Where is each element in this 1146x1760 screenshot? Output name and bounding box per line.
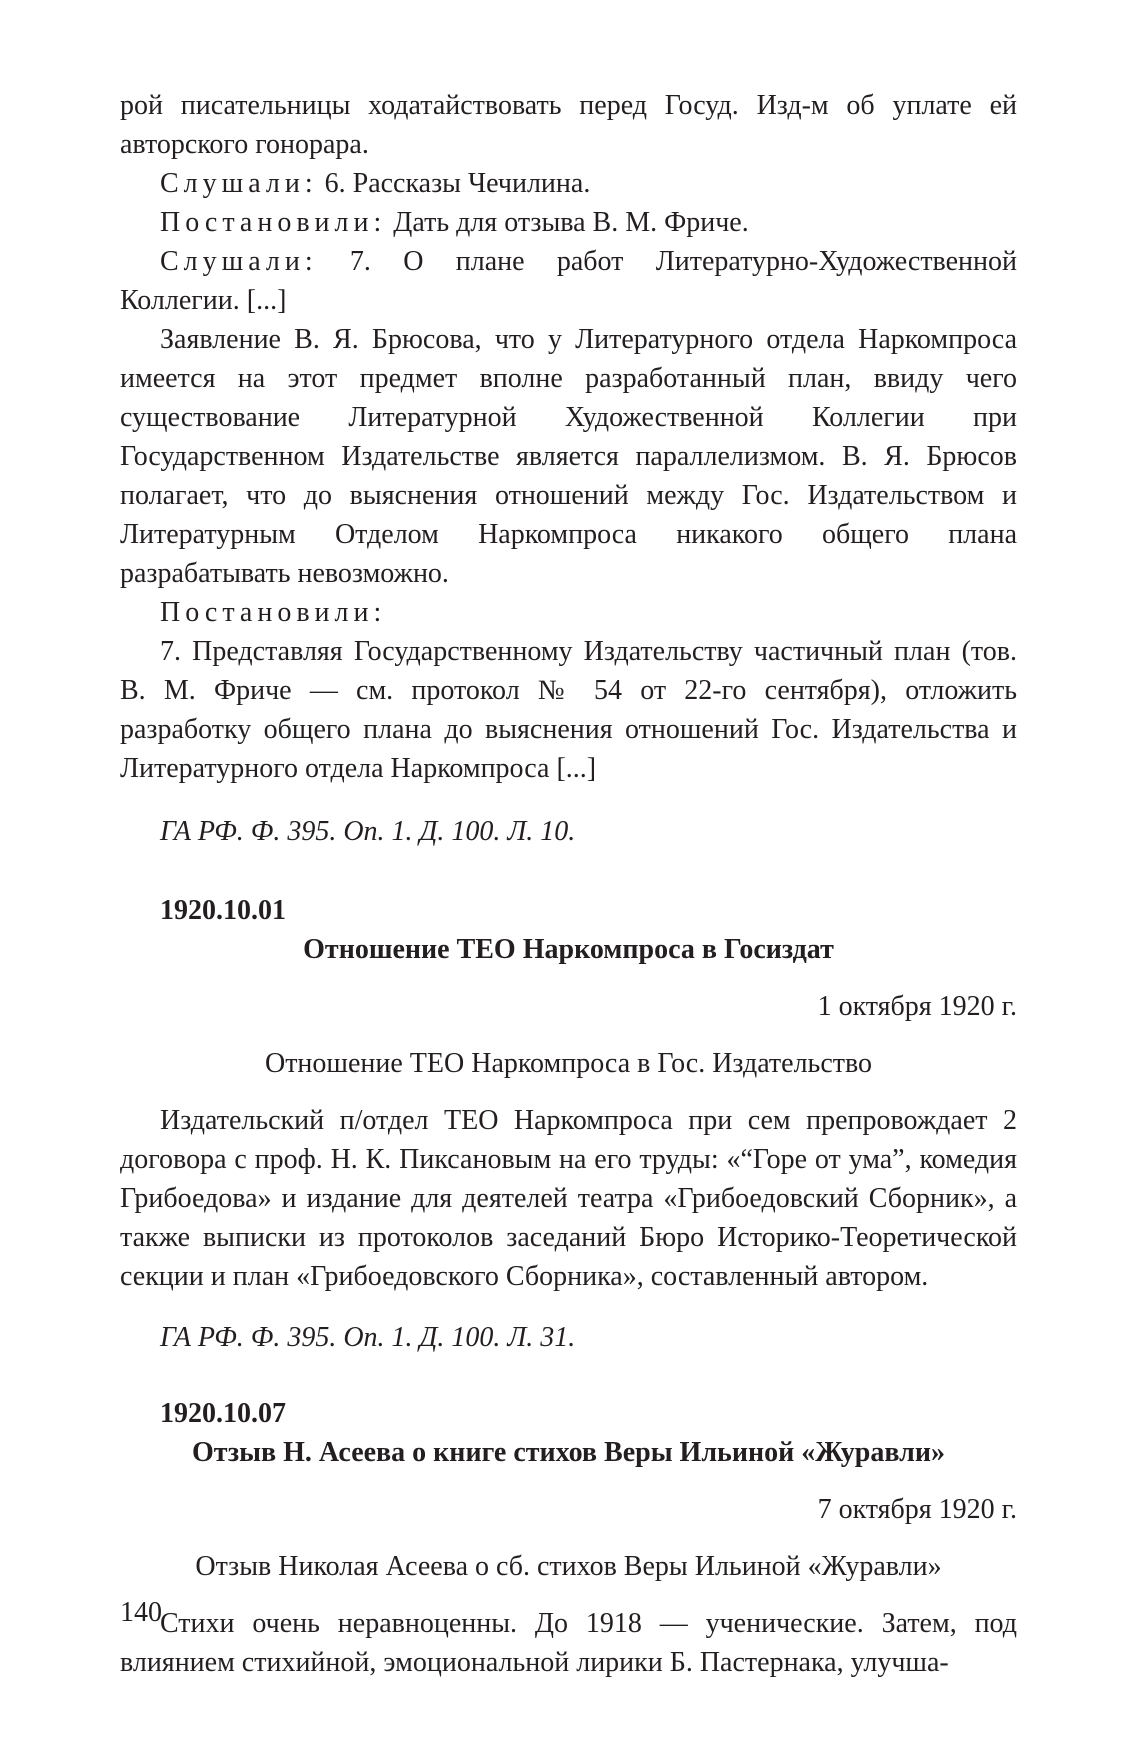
page-content bbox=[120, 86, 1017, 1682]
heard-label: Слушали: bbox=[160, 168, 318, 199]
archive-source: ГА РФ. Ф. 395. Оп. 1. Д. 100. Л. 31. bbox=[160, 1322, 576, 1353]
archive-source: ГА РФ. Ф. 395. Оп. 1. Д. 100. Л. 10. bbox=[160, 816, 576, 847]
document-date-id: 1920.10.01 bbox=[160, 895, 286, 926]
resolved-label: Постановили: bbox=[160, 207, 387, 238]
document-body: Стихи очень неравноценны. До 1918 — ученические. Затем, под влиянием стихийной, эмоциональной лирики Б. Пастернака, улучша- bbox=[120, 1608, 1017, 1678]
paragraph-continuation: рой писательницы ходатайствовать перед Госуд. Изд-м об уплате ей авторского гонорара. bbox=[120, 90, 1017, 160]
minutes-item-6: Слушали: 6. Рассказы Чечилина. bbox=[160, 168, 591, 199]
minutes-item-7: Слушали: 7. О плане работ Литературно-Художественной Коллегии. [...] bbox=[120, 246, 1017, 316]
document-title: Отзыв Н. Асеева о книге стихов Веры Ильиной «Журавли» bbox=[192, 1437, 945, 1468]
resolution-item-7-label bbox=[120, 593, 1017, 632]
document-body: Издательский п/отдел ТЕО Наркомпроса при сем препровождает 2 договора с проф. Н. К. Пиксановым на его труды: «“Горе от ума”, комедия Грибоедова» и издание для деятелей театра «Грибоедовский Сборник», а также выписки из протоколов заседаний Бюро Историко-Теоретической секции и план «Грибоедовского Сборника», составленный автором. bbox=[120, 1105, 1017, 1292]
document-date: 1 октября 1920 г. bbox=[817, 991, 1017, 1022]
resolution-item-6: Постановили: Дать для отзыва В. М. Фриче. bbox=[160, 207, 749, 238]
document-date: 7 октября 1920 г. bbox=[817, 1494, 1017, 1525]
resolution-item-7-text: 7. Представляя Государственному Издательству частичный план (тов. В. М. Фриче — см. протокол № 54 от 22-го сентября), отложить разработку общего плана до выяснения отношений Гос. Издательства и Литературного отдела Наркомпроса [...] bbox=[120, 636, 1017, 784]
statement-paragraph: Заявление В. Я. Брюсова, что у Литературного отдела Наркомпроса имеется на этот предмет вполне разработанный план, ввиду чего существование Литературной Художественной Коллегии при Государственном Издательстве является параллелизмом. В. Я. Брюсов полагает, что до выяснения отношений между Гос. Издательством и Литературным Отделом Наркомпроса никакого общего плана разрабатывать невозможно. bbox=[120, 324, 1017, 589]
document-subtitle: Отношение ТЕО Наркомпроса в Гос. Издательство bbox=[264, 1048, 873, 1079]
heard-label: Слушали: bbox=[160, 246, 318, 277]
page-number: 140 bbox=[120, 1597, 162, 1628]
document-date-id: 1920.10.07 bbox=[160, 1398, 286, 1429]
document-title: Отношение ТЕО Наркомпроса в Госиздат bbox=[303, 934, 834, 965]
document-subtitle: Отзыв Николая Асеева о сб. стихов Веры Ильиной «Журавли» bbox=[195, 1551, 942, 1582]
resolved-label: Постановили: bbox=[160, 597, 387, 628]
